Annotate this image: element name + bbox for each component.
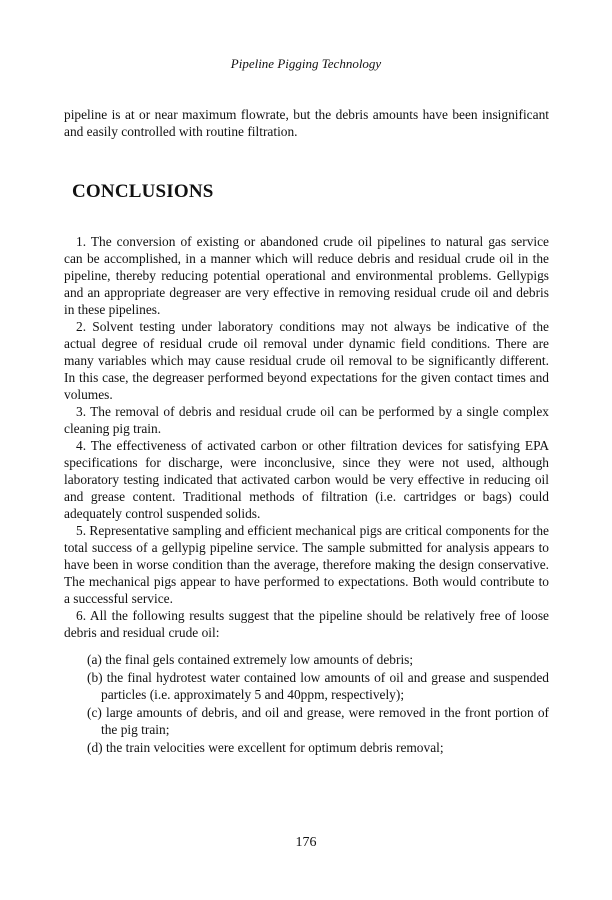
conclusion-paragraph-1: 1. The conversion of existing or abandoned crude oil pipelines to natural gas service can be accomplished, in a manner which will reduce debris and residual crude oil in the pipeline, thereby reducing potential operational and environmental problems. Gellypigs and an appropriate degreaser are very effective in removing residual crude oil and debris in these pipelines. xyxy=(64,234,549,317)
intro-paragraph: pipeline is at or near maximum flowrate, but the debris amounts have been insignificant and easily controlled with routine filtration. xyxy=(64,107,549,139)
conclusion-paragraph-4: 4. The effectiveness of activated carbon or other filtration devices for satisfying EPA specifications for discharge, were inconclusive, since they were not used, although laboratory testing indicated that activated carbon would be very effective in reducing oil and grease content. Traditional methods of filtration (i.e. cartridges or bags) could adequately control suspended solids. xyxy=(64,438,549,521)
list-item-d: (d) the train velocities were excellent for optimum debris removal; xyxy=(87,740,444,755)
conclusion-paragraph-3: 3. The removal of debris and residual crude oil can be performed by a single complex cleaning pig train. xyxy=(64,404,549,436)
conclusion-paragraph-6: 6. All the following results suggest that the pipeline should be relatively free of loose debris and residual crude oil: xyxy=(64,608,549,640)
conclusion-paragraph-2: 2. Solvent testing under laboratory conditions may not always be indicative of the actual degree of residual crude oil removal under dynamic field conditions. There are many variables which may cause residual crude oil removal to be significantly different. In this case, the degreaser performed beyond expectations for the given contact times and volumes. xyxy=(64,319,549,402)
list-item-c: (c) large amounts of debris, and oil and grease, were removed in the front portion of the pig train; xyxy=(87,705,549,737)
list-item-b: (b) the final hydrotest water contained low amounts of oil and grease and suspended particles (i.e. approximately 5 and 40ppm, respectively); xyxy=(87,670,549,702)
running-head: Pipeline Pigging Technology xyxy=(230,56,382,71)
section-heading: CONCLUSIONS xyxy=(72,181,214,202)
conclusion-paragraph-5: 5. Representative sampling and efficient mechanical pigs are critical components for the total success of a gellypig pipeline service. The sample submitted for analysis appears to have been in worse condition than the average, therefore making the design conservative. The mechanical pigs appear to have performed to expectations. Both would contribute to a successful service. xyxy=(64,523,549,606)
conclusions-body xyxy=(64,233,549,757)
list-item-a: (a) the final gels contained extremely low amounts of debris; xyxy=(87,652,414,667)
results-list xyxy=(64,651,549,756)
page-number: 176 xyxy=(295,835,317,850)
